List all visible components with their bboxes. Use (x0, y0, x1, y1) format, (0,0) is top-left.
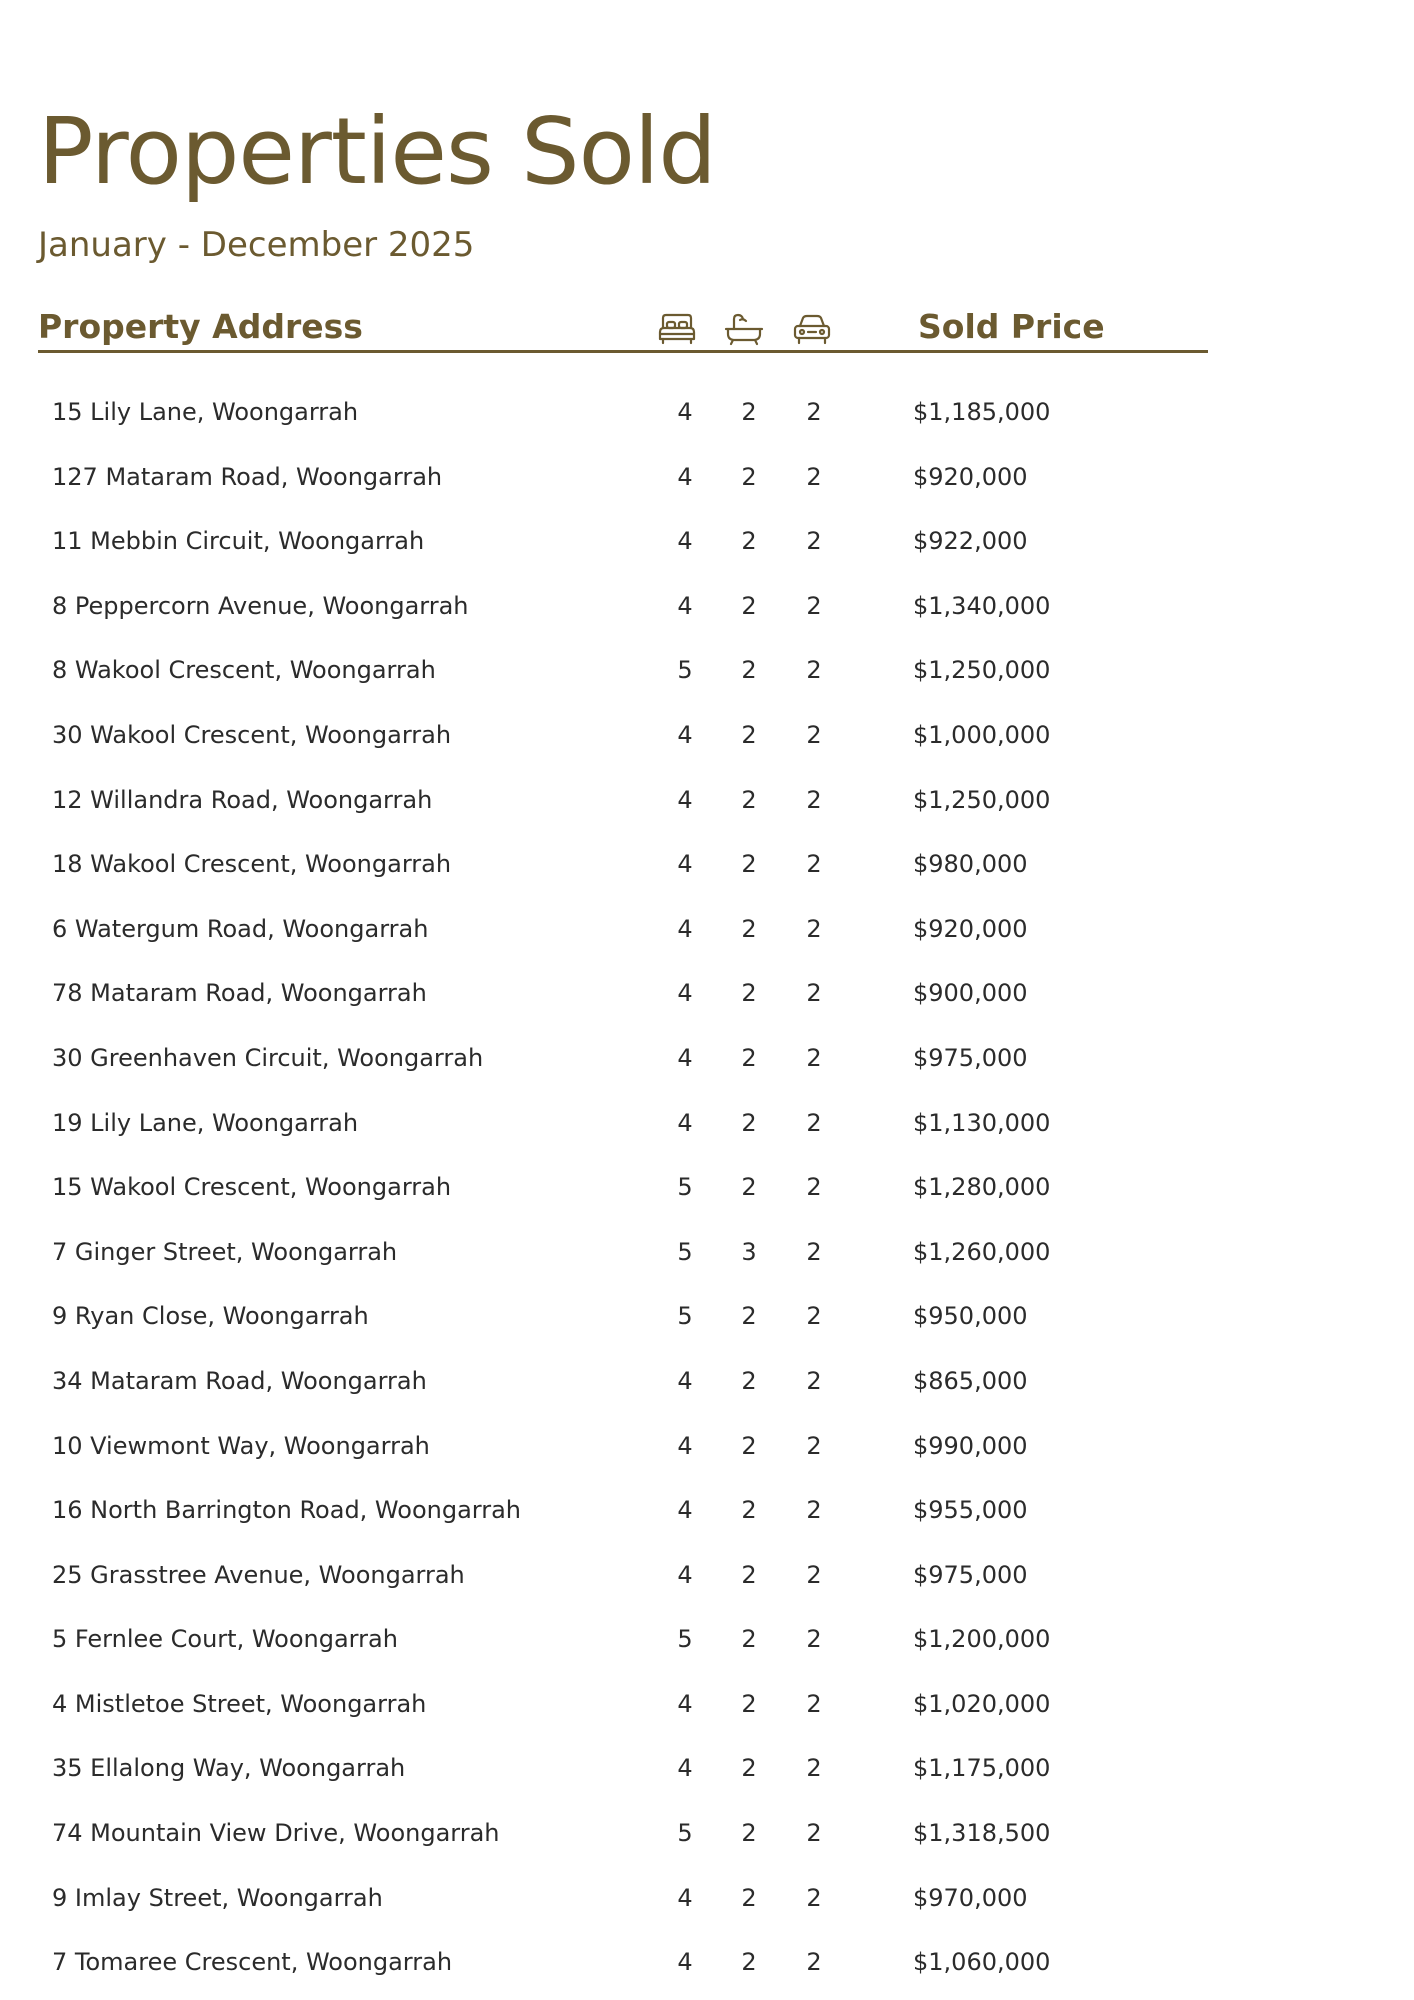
table-row (0, 1933, 1414, 1998)
beds-cell: 4 (677, 979, 693, 1008)
table-row (0, 1610, 1414, 1675)
price-cell: $1,130,000 (913, 1108, 1051, 1137)
price-cell: $975,000 (913, 1043, 1028, 1072)
address-cell: 30 Wakool Crescent, Woongarrah (52, 720, 452, 749)
table-row (0, 1869, 1414, 1934)
beds-cell: 5 (677, 656, 693, 685)
baths-cell: 2 (741, 850, 757, 879)
table-row (0, 964, 1414, 1029)
beds-cell: 4 (677, 527, 693, 556)
cars-cell: 2 (806, 462, 822, 491)
table-row (0, 1739, 1414, 1804)
address-cell: 8 Peppercorn Avenue, Woongarrah (52, 591, 469, 620)
address-cell: 34 Mataram Road, Woongarrah (52, 1366, 427, 1395)
price-cell: $1,260,000 (913, 1237, 1051, 1266)
address-cell: 19 Lily Lane, Woongarrah (52, 1108, 359, 1137)
address-cell: 8 Wakool Crescent, Woongarrah (52, 656, 436, 685)
table-row (0, 835, 1414, 900)
table-row (0, 641, 1414, 706)
beds-cell: 4 (677, 398, 693, 426)
table-row (0, 1546, 1414, 1611)
cars-cell: 2 (806, 785, 822, 814)
bed-icon (657, 312, 697, 346)
beds-cell: 4 (677, 1948, 693, 1977)
address-cell: 78 Mataram Road, Woongarrah (52, 979, 427, 1008)
baths-cell: 2 (741, 1496, 757, 1525)
beds-cell: 4 (677, 720, 693, 749)
price-cell: $970,000 (913, 1883, 1028, 1912)
baths-cell: 2 (741, 1689, 757, 1718)
table-row (0, 383, 1414, 448)
address-cell: 15 Wakool Crescent, Woongarrah (52, 1173, 452, 1202)
beds-cell: 4 (677, 1043, 693, 1072)
address-cell: 12 Willandra Road, Woongarrah (52, 785, 433, 814)
page-subtitle: January - December 2025 (38, 225, 475, 265)
table-header (38, 306, 1208, 353)
table-row (0, 706, 1414, 771)
beds-cell: 4 (677, 1108, 693, 1137)
cars-cell: 2 (806, 1431, 822, 1460)
beds-cell: 4 (677, 850, 693, 879)
beds-cell: 4 (677, 1883, 693, 1912)
cars-cell: 2 (806, 1043, 822, 1072)
cars-cell: 2 (806, 1496, 822, 1525)
address-cell: 11 Mebbin Circuit, Woongarrah (52, 527, 425, 556)
baths-cell: 2 (741, 1948, 757, 1977)
price-cell: $980,000 (913, 850, 1028, 879)
address-cell: 16 North Barrington Road, Woongarrah (52, 1496, 522, 1525)
sales-table (0, 383, 1414, 1998)
address-cell: 9 Ryan Close, Woongarrah (52, 1302, 369, 1331)
price-cell: $1,175,000 (913, 1754, 1051, 1783)
address-cell: 74 Mountain View Drive, Woongarrah (52, 1819, 500, 1848)
table-row (0, 1804, 1414, 1869)
cars-cell: 2 (806, 914, 822, 943)
baths-cell: 2 (741, 1302, 757, 1331)
baths-cell: 2 (741, 979, 757, 1008)
table-row (0, 1417, 1414, 1482)
price-cell: $920,000 (913, 914, 1028, 943)
beds-cell: 4 (677, 1689, 693, 1718)
baths-cell: 2 (741, 785, 757, 814)
cars-cell: 2 (806, 720, 822, 749)
cars-cell: 2 (806, 1366, 822, 1395)
cars-cell: 2 (806, 1237, 822, 1266)
bath-icon (724, 312, 764, 346)
beds-cell: 4 (677, 1496, 693, 1525)
price-cell: $950,000 (913, 1302, 1028, 1331)
cars-cell: 2 (806, 1689, 822, 1718)
beds-cell: 5 (677, 1819, 693, 1848)
beds-cell: 5 (677, 1173, 693, 1202)
baths-cell: 2 (741, 462, 757, 491)
beds-cell: 4 (677, 914, 693, 943)
address-cell: 9 Imlay Street, Woongarrah (52, 1883, 383, 1912)
table-row (0, 1223, 1414, 1288)
table-row (0, 1094, 1414, 1159)
baths-cell: 2 (741, 720, 757, 749)
baths-cell: 3 (741, 1237, 757, 1266)
cars-cell: 2 (806, 1560, 822, 1589)
address-cell: 15 Lily Lane, Woongarrah (52, 398, 359, 426)
cars-cell: 2 (806, 1819, 822, 1848)
price-cell: $1,185,000 (913, 398, 1051, 426)
address-cell: 30 Greenhaven Circuit, Woongarrah (52, 1043, 484, 1072)
baths-cell: 2 (741, 656, 757, 685)
beds-cell: 4 (677, 1560, 693, 1589)
address-cell: 4 Mistletoe Street, Woongarrah (52, 1689, 427, 1718)
address-cell: 35 Ellalong Way, Woongarrah (52, 1754, 406, 1783)
beds-cell: 5 (677, 1237, 693, 1266)
table-row (0, 1029, 1414, 1094)
table-row (0, 900, 1414, 965)
price-cell: $1,280,000 (913, 1173, 1051, 1202)
cars-cell: 2 (806, 979, 822, 1008)
price-cell: $955,000 (913, 1496, 1028, 1525)
baths-cell: 2 (741, 1883, 757, 1912)
baths-cell: 2 (741, 1366, 757, 1395)
cars-cell: 2 (806, 1302, 822, 1331)
cars-cell: 2 (806, 1948, 822, 1977)
cars-cell: 2 (806, 1108, 822, 1137)
baths-cell: 2 (741, 1043, 757, 1072)
baths-cell: 2 (741, 527, 757, 556)
beds-cell: 4 (677, 591, 693, 620)
table-row (0, 771, 1414, 836)
price-cell: $1,000,000 (913, 720, 1051, 749)
baths-cell: 2 (741, 591, 757, 620)
cars-cell: 2 (806, 591, 822, 620)
address-cell: 18 Wakool Crescent, Woongarrah (52, 850, 452, 879)
beds-cell: 5 (677, 1625, 693, 1654)
baths-cell: 2 (741, 1173, 757, 1202)
cars-cell: 2 (806, 1625, 822, 1654)
price-cell: $1,060,000 (913, 1948, 1051, 1977)
cars-cell: 2 (806, 527, 822, 556)
beds-cell: 4 (677, 462, 693, 491)
car-icon (792, 312, 832, 346)
address-cell: 6 Watergum Road, Woongarrah (52, 914, 429, 943)
cars-cell: 2 (806, 850, 822, 879)
page-title: Properties Sold (38, 98, 716, 205)
price-column-header: Sold Price (918, 307, 1105, 346)
table-row (0, 1352, 1414, 1417)
baths-cell: 2 (741, 1431, 757, 1460)
price-cell: $975,000 (913, 1560, 1028, 1589)
baths-cell: 2 (741, 1625, 757, 1654)
beds-cell: 4 (677, 1366, 693, 1395)
price-cell: $900,000 (913, 979, 1028, 1008)
table-row (0, 448, 1414, 513)
address-cell: 127 Mataram Road, Woongarrah (52, 462, 443, 491)
baths-cell: 2 (741, 1108, 757, 1137)
price-cell: $1,250,000 (913, 656, 1051, 685)
table-row (0, 1481, 1414, 1546)
price-cell: $865,000 (913, 1366, 1028, 1395)
price-cell: $1,020,000 (913, 1689, 1051, 1718)
price-cell: $922,000 (913, 527, 1028, 556)
beds-cell: 4 (677, 785, 693, 814)
beds-cell: 4 (677, 1754, 693, 1783)
address-cell: 25 Grasstree Avenue, Woongarrah (52, 1560, 465, 1589)
price-cell: $1,340,000 (913, 591, 1051, 620)
baths-cell: 2 (741, 1560, 757, 1589)
table-row (0, 577, 1414, 642)
price-cell: $1,200,000 (913, 1625, 1051, 1654)
cars-cell: 2 (806, 1754, 822, 1783)
baths-cell: 2 (741, 1819, 757, 1848)
table-row (0, 1158, 1414, 1223)
cars-cell: 2 (806, 1173, 822, 1202)
address-cell: 7 Tomaree Crescent, Woongarrah (52, 1948, 453, 1977)
price-cell: $1,250,000 (913, 785, 1051, 814)
address-cell: 5 Fernlee Court, Woongarrah (52, 1625, 398, 1654)
address-cell: 7 Ginger Street, Woongarrah (52, 1237, 398, 1266)
price-cell: $990,000 (913, 1431, 1028, 1460)
beds-cell: 5 (677, 1302, 693, 1331)
baths-cell: 2 (741, 398, 757, 426)
cars-cell: 2 (806, 398, 822, 426)
baths-cell: 2 (741, 1754, 757, 1783)
table-row (0, 512, 1414, 577)
price-cell: $920,000 (913, 462, 1028, 491)
baths-cell: 2 (741, 914, 757, 943)
beds-cell: 4 (677, 1431, 693, 1460)
cars-cell: 2 (806, 1883, 822, 1912)
table-row (0, 1287, 1414, 1352)
address-column-header: Property Address (38, 307, 363, 346)
table-row (0, 1675, 1414, 1740)
price-cell: $1,318,500 (913, 1819, 1051, 1848)
cars-cell: 2 (806, 656, 822, 685)
address-cell: 10 Viewmont Way, Woongarrah (52, 1431, 430, 1460)
